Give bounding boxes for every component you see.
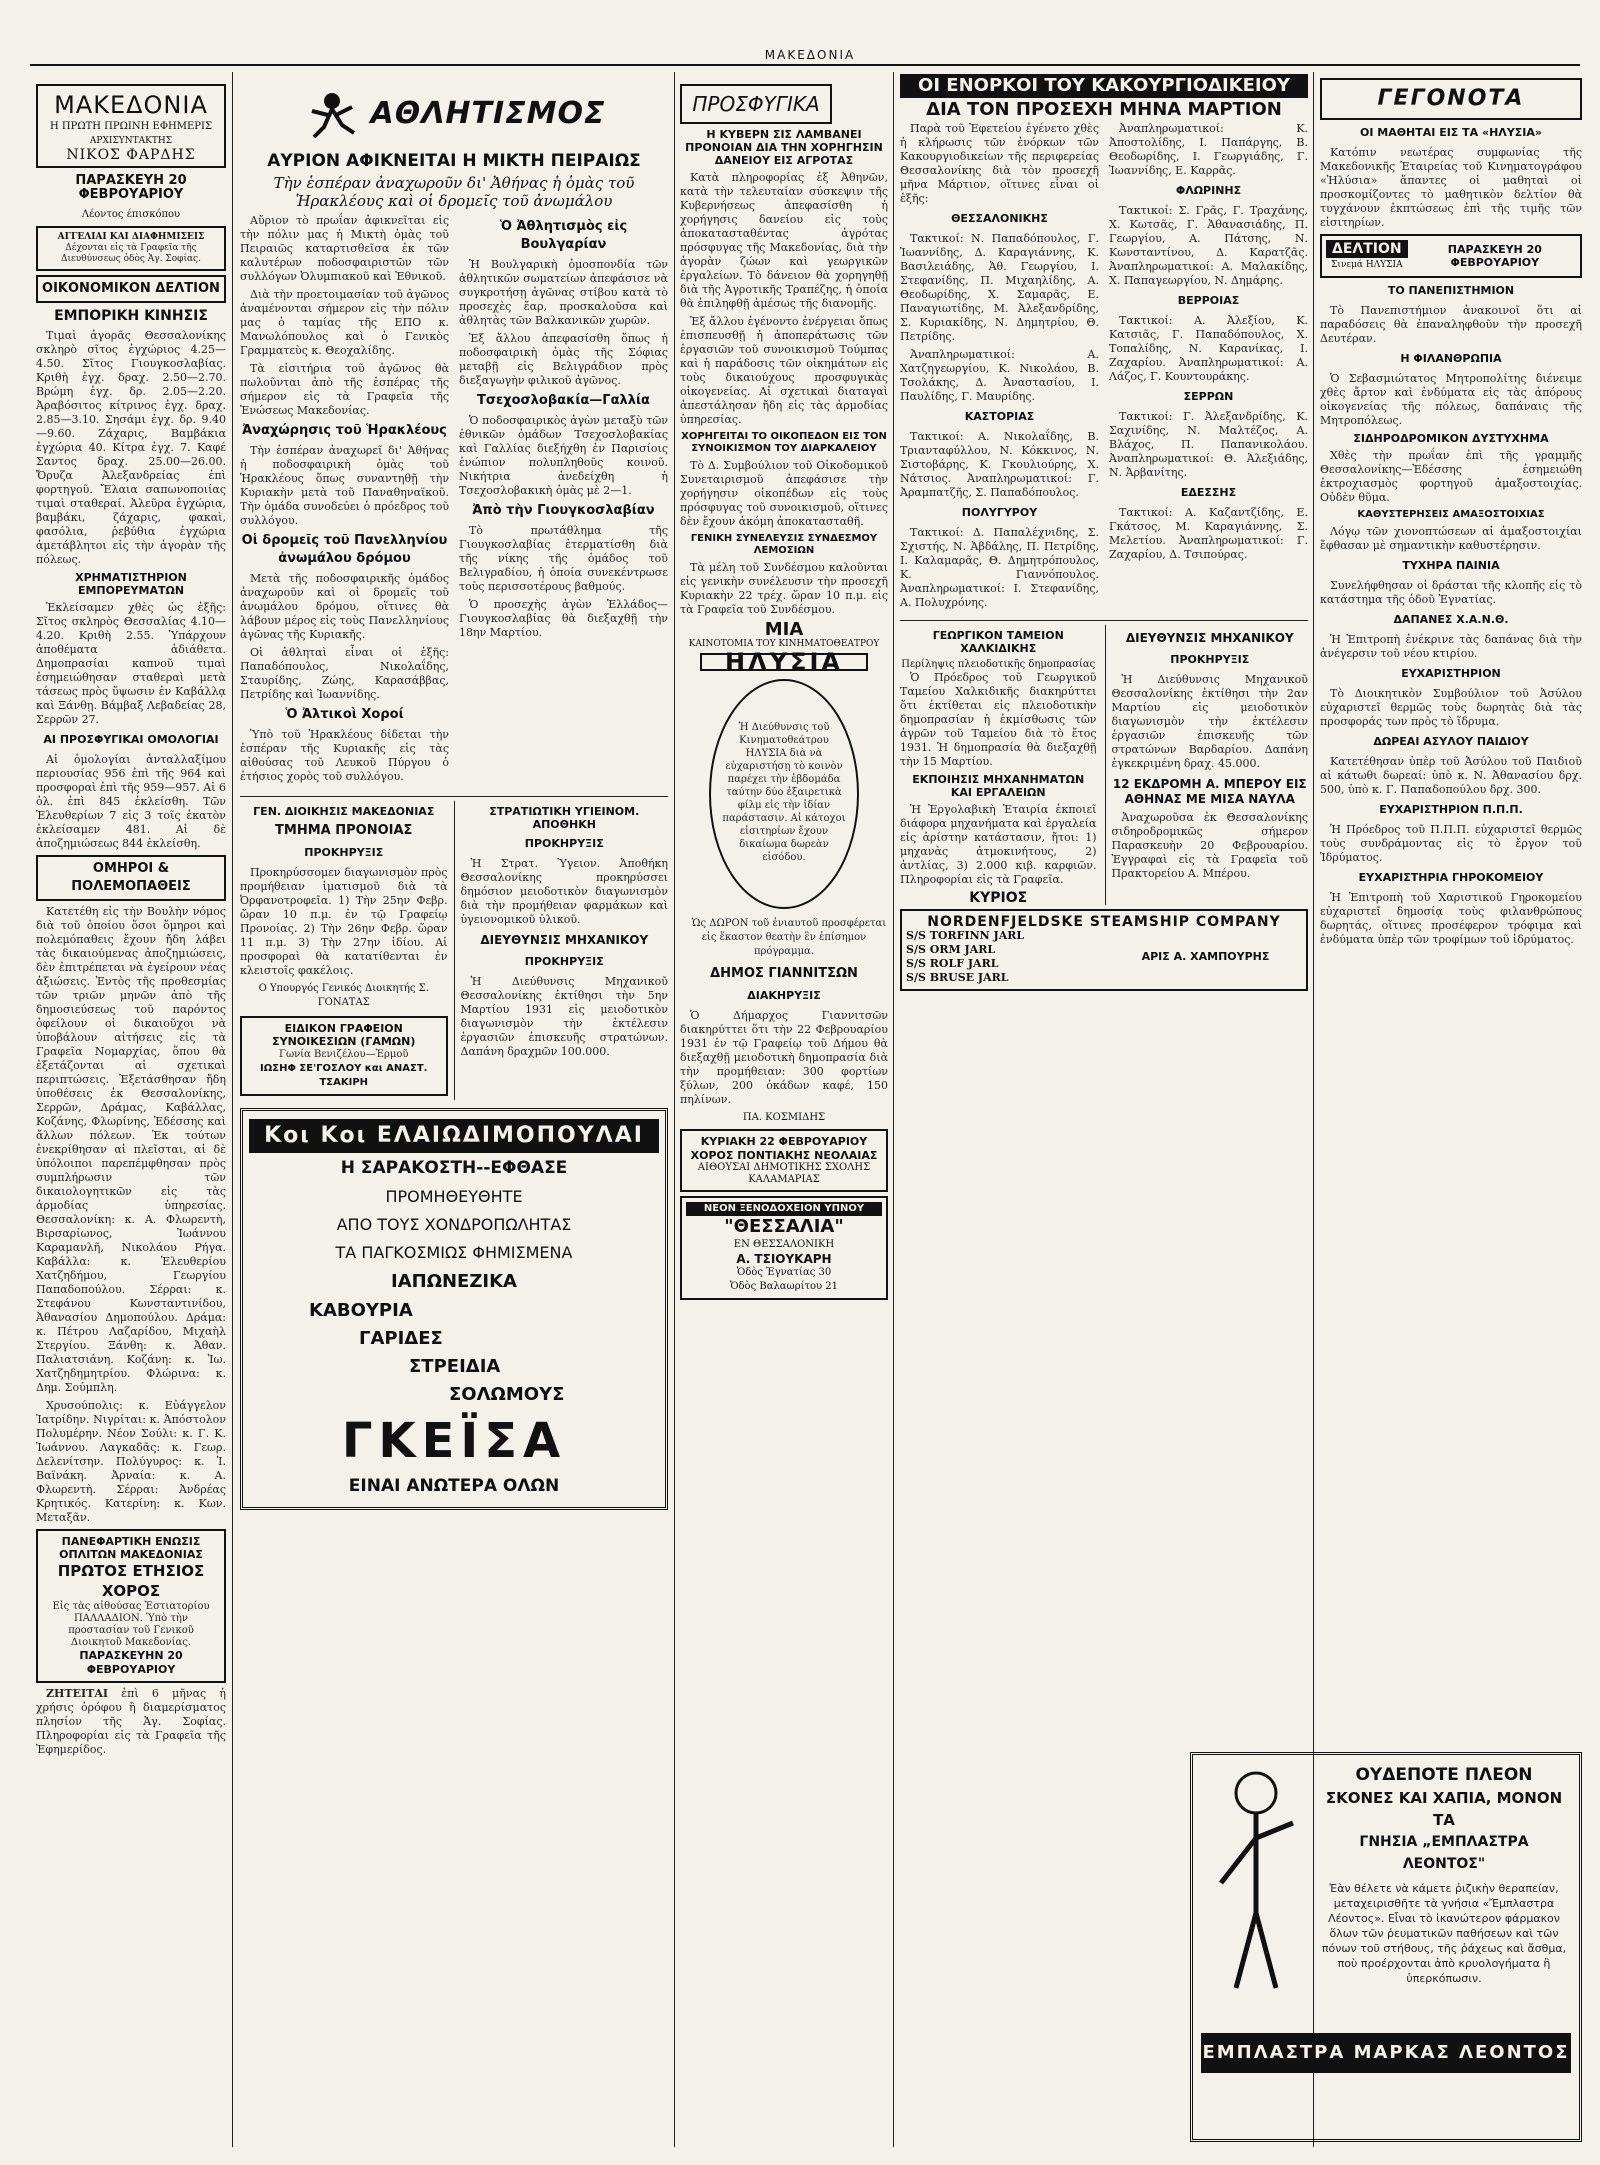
sports-banner-text: ΑΘΛΗΤΙΣΜΟΣ (370, 96, 606, 131)
stock-title: ΧΡΗΜΑΤΙΣΤΗΡΙΟΝ ΕΜΠΟΡΕΥΜΑΤΩΝ (75, 571, 187, 597)
mech1-prokirixis: ΠΡΟΚΗΡΥΞΙΣ (524, 955, 604, 968)
hostages-title: ΟΜΗΡΟΙ & ΠΟΛΕΜΟΠΑΘΕΙΣ (36, 855, 226, 901)
facts-banner: ΓΕΓΟΝΟΤΑ (1320, 78, 1582, 120)
fish-l9: ΣΟΛΩΜΟΥΣ (449, 1384, 565, 1405)
marriage-title: ΕΙΔΙΚΟΝ ΓΡΑΦΕΙΟΝ ΣΥΝΟΙΚΕΣΙΩΝ (ΓΑΜΩΝ) (272, 1022, 416, 1048)
city-7: ΕΔΕΣΣΗΣ (1180, 486, 1237, 499)
cinema-mia: ΜΙΑ (764, 619, 804, 640)
refugee-h2: ΧΟΡΗΓΕΙΤΑΙ ΤΟ ΟΙΚΟΠΕΔΟΝ ΕΙΣ ΤΟΝ ΣΥΝΟΙΚΙΣΜΟΝ ΤΟΥ ΔΙΑΡΚΑΛΕΙΟΥ (681, 431, 887, 454)
marriage-box (240, 1016, 448, 1096)
jurors-headline-1: ΟΙ ΕΝΟΡΚΟΙ ΤΟΥ ΚΑΚΟΥΡΓΙΟΔΙΚΕΙΟΥ (900, 74, 1308, 98)
sports-h3: Ὁ Ἀθλητισμὸς εἰς Βουλγαρίαν (499, 219, 628, 252)
sports-banner (240, 80, 668, 148)
hotel-addr2: Ὁδὸς Βαλαωρίτου 21 (729, 1281, 839, 1292)
fish-l3: ΑΠΟ ΤΟΥΣ ΧΟΝΔΡΟΠΩΛΗΤΑΣ (336, 1215, 572, 1234)
tagline: Η ΠΡΩΤΗ ΠΡΩΙΝΗ ΕΦΗΜΕΡΙΣ (49, 121, 213, 132)
gen-prokirixis: ΠΡΟΚΗΡΥΞΙΣ (304, 846, 384, 859)
hotel-box (680, 1196, 888, 1300)
facts-h5: ΚΑΘΥΣΤΕΡΗΣΕΙΣ ΑΜΑΞΟΣΤΟΙΧΙΑΣ (1357, 509, 1545, 520)
facts-h11: ΕΥΧΑΡΙΣΤΗΡΙΑ ΓΗΡΟΚΟΜΕΙΟΥ (1358, 871, 1544, 884)
issue-date: ΠΑΡΑΣΚΕΥΗ 20 ΦΕΒΡΟΥΑΡΙΟΥ (75, 173, 187, 202)
ads-box (36, 226, 226, 271)
fish-brand: Κοι Κοι ΕΛΑΙΩΔΙΜΟΠΟΥΛΑΙ (249, 1119, 659, 1153)
facts-h2: ΤΟ ΠΑΝΕΠΙΣΤΗΜΙΟΝ (1387, 284, 1515, 297)
fish-l6: ΚΑΒΟΥΡΙΑ (309, 1300, 413, 1321)
sports-h5: Ἀπὸ τὴν Γιουγκοσλαβίαν (472, 503, 655, 518)
plaster-top (1201, 1763, 1571, 1993)
facts-h7: ΔΑΠΑΝΕΣ Χ.Α.Ν.Θ. (1393, 613, 1509, 626)
union-event: ΠΡΩΤΟΣ ΕΤΗΣΙΟΣ ΧΟΡΟΣ (57, 1562, 205, 1600)
military-title: ΣΤΡΑΤΙΩΤΙΚΗ ΥΓΙΕΙΝΟΜ. ΑΠΟΘΗΚΗ (489, 805, 640, 831)
facts-h10: ΕΥΧΑΡΙΣΤΗΡΙΟΝ Π.Π.Π. (1379, 803, 1523, 816)
mech1-title: ΔΙΕΥΘΥΝΣΙΣ ΜΗΧΑΝΙΚΟΥ (480, 933, 649, 947)
wanted-label: ΖΗΤΕΙΤΑΙ (46, 1687, 109, 1700)
sports-subhead: Τὴν ἑσπέραν ἀναχωροῦν δι' Ἀθήνας ἡ ὁμὰς τοῦ Ἡρακλέους καὶ οἱ δρομεῖς τοῦ ἀνωμάλου (273, 174, 635, 210)
refugee-column: ΠΡΟΣΦΥΓΙΚΑ Η ΚΥΒΕΡΝ ΣΙΣ ΛΑΜΒΑΝΕΙ ΠΡΟΝΟΙΑΝ ΔΙΑ ΤΗΝ ΧΟΡΗΓΗΣΙΝ ΔΑΝΕΙΟΥ ΕΙΣ ΑΓΡΟΤΑΣ Κατὰ πληροφορίας ἐξ Ἀθηνῶν, κατὰ τὴν τελευταίαν σύσκεψιν τῆς Κυβερνήσεως ἀπεφασίσθη ἡ χορήγησις δανείου εἰς τοὺς ἀποκατασταθέντας ἀγρότας πρόσφυγας τῆς Μακεδονίας, διὰ τὴν ἀγορὰν ζώων καὶ γεωργικῶν ἐργαλείων. Τὸ δάνειον θὰ χορηγηθῇ διὰ τῆς Ἀγροτικῆς Τραπέζης, ἡ ὁποία θὰ ἐπιληφθῇ ἀμέσως τῆς διανομῆς. Ἐξ ἄλλου ἐγένοντο ἐνέργειαι ὅπως ἐπισπευσθῇ ἡ ἀποπεράτωσις τῶν ἐργασιῶν τοῦ συνοικισμοῦ Τούμπας καὶ ἡ παράδοσις τῶν οἰκημάτων εἰς τοὺς δικαιούχους προσφυγικὰς οἰκογενείας. Αἱ σχετικαὶ διαταγαὶ ἀπεστάλησαν ἤδη εἰς τὰς ἁρμοδίας ὑπηρεσίας. ΧΟΡΗΓΕΙΤΑΙ ΤΟ ΟΙΚΟΠΕΔΟΝ ΕΙΣ ΤΟΝ ΣΥΝΟΙΚΙΣΜΟΝ ΤΟΥ ΔΙΑΡΚΑΛΕΙΟΥ Τὸ Δ. Συμβούλιον τοῦ Οἰκοδομικοῦ Συνεταιρισμοῦ ἀπεφάσισε τὴν χορήγησιν οἰκοπέδων εἰς τοὺς πρόσφυγας τοῦ συνοικισμοῦ, οἵτινες δὲν ἔχουν ἀκόμη ἀποκατασταθῆ. ΓΕΝΙΚΗ ΣΥΝΕΛΕΥΣΙΣ ΣΥΝΔΕΣΜΟΥ ΛΕΜΟΣΙΩΝ Τὰ μέλη τοῦ Συνδέσμου καλοῦνται εἰς γενικὴν συνέλευσιν τὴν προσεχῆ Κυριακὴν 22 τρέχ. ὥραν 10 π.μ. εἰς τὰ Γραφεῖα τοῦ Συνδέσμου. ΜΙΑ ΚΑΙΝΟΤΟΜΙΑ ΤΟΥ ΚΙΝΗΜΑΤΟΘΕΑΤΡΟΥ ΗΛΥΣΙΑ Ἡ Διεύθυνσις τοῦ Κινηματοθεάτρου ΗΛΥΣΙΑ διὰ νὰ εὐχαριστήσῃ τὸ κοινὸν παρέχει τὴν ἑβδομάδα ταύτην δύο ἐξαιρετικὰ φίλμ εἰς τὴν ἰδίαν παράστασιν. Αἱ κάτοχοι εἰσιτηρίων ἔχουν δικαίωμα δωρεὰν εἰσόδου. Ὡς ΔΩΡΟΝ τοῦ ἐνιαυτοῦ προσφέρεται εἰς ἕκαστον θεατὴν ἓν ἐπίσημον πρόγραμμα. ΔΗΜΟΣ ΓΙΑΝΝΙΤΣΩΝ ΔΙΑΚΗΡΥΞΙΣ Ὁ Δήμαρχος Γιαννιτσῶν διακηρύττει ὅτι τὴν 22 Φεβρουαρίου 1931 ἐν τῷ Γραφείῳ τοῦ Δήμου θὰ διεξαχθῇ μειοδοτικὴ δημοπρασία διὰ τὴν προμήθειαν: 300 φορτίων ξύλων, 200 ὀκάδων καφέ, 150 πηλίνων. ΠΑ. ΚΟΣΜΙΔΗΣ ΚΥΡΙΑΚΗ 22 ΦΕΒΡΟΥΑΡΙΟΥ ΧΟΡΟΣ ΠΟΝΤΙΑΚΗΣ ΝΕΟΛΑΙΑΣ ΑΙΘΟΥΣΑΙ ΔΗΜΟΤΙΚΗΣ ΣΧΟΛΗΣ ΚΑΛΑΜΑΡΙΑΣ ΝΕΟΝ ΞΕΝΟΔΟΧΕΙΟΝ ΥΠΝΟΥ "ΘΕΣΣΑΛΙΑ" ΕΝ ΘΕΣΣΑΛΟΝΙΚΗ Α. ΤΣΙΟΥΚΑΡΗ Ὁδὸς Ἐγνατίας 30 Ὁδὸς Βαλαωρίτου 21 (680, 80, 888, 2147)
union-text: Εἰς τὰς αἰθούσας Ἑστιατορίου ΠΑΛΛΑΔΙΟΝ. Ὑπὸ τὴν προστασίαν τοῦ Γενικοῦ Διοικητοῦ Μακεδονίας. (52, 1601, 210, 1648)
diakirixis: ΔΙΑΚΗΡΥΞΙΣ (747, 989, 821, 1002)
paper-name: ΜΑΚΕΔΟΝΙΑ (54, 91, 208, 119)
running-title: ΜΑΚΕΔΟΝΙΑ (764, 48, 856, 62)
ekpoiisis-title: ΕΚΠΟΙΗΣΙΣ ΜΗΧΑΝΗΜΑΤΩΝ ΚΑΙ ΕΡΓΑΛΕΙΩΝ (912, 773, 1085, 799)
sports-h4: Τσεχοσλοβακία—Γαλλία (477, 393, 650, 408)
union-title: ΠΑΝΕΦΑΡΤΙΚΗ ΕΝΩΣΙΣ ΟΠΛΙΤΩΝ ΜΑΚΕΔΟΝΙΑΣ (59, 1535, 203, 1561)
dance-day: ΚΥΡΙΑΚΗ 22 ΦΕΒΡΟΥΑΡΙΟΥ (700, 1135, 868, 1148)
top-rule (30, 64, 1580, 66)
sports-h6: Ὁ Ἀλτικοὶ Χοροί (285, 707, 404, 722)
excursion-title: 12 ΕΚΔΡΟΜΗ Α. ΜΠΕΡΟΥ ΕΙΣ ΑΘΗΝΑΣ ΜΕ ΜΙΣΑ ΝΑΥΛΑ (1112, 777, 1307, 806)
ship-box (900, 909, 1308, 991)
facts-h8: ΕΥΧΑΡΙΣΤΗΡΙΟΝ (1401, 667, 1501, 680)
georgikon-notice: ΓΕΩΡΓΙΚΟΝ ΤΑΜΕΙΟΝ ΧΑΛΚΙΔΙΚΗΣ Περίληψις πλειοδοτικῆς δημοπρασίας Ὁ Πρόεδρος τοῦ Γεωργικοῦ Ταμείου Χαλκιδικῆς διακηρύττει ὅτι ἐκτίθεται εἰς πλειοδοτικὴν δημοπρασίαν ἡ ἐκμίσθωσις τῶν ἀγρῶν τοῦ Ταμείου διὰ τὸ ἔτος 1931. Ἡ δημοπρασία θὰ διεξαχθῇ τὴν 15 Μαρτίου. ΕΚΠΟΙΗΣΙΣ ΜΗΧΑΝΗΜΑΤΩΝ ΚΑΙ ΕΡΓΑΛΕΙΩΝ Ἡ Ἐργολαβικὴ Ἑταιρία ἐκποιεῖ διάφορα μηχανήματα καὶ ἐργαλεία εἰς ἀρίστην κατάστασιν, ἤτοι: 1) μηχανὰς ἀτμοκινήτους, 2) ἀντλίας, 3) 2.000 κιβ. καρφιῶν. Πληροφορίαι εἰς τὰ Γραφεῖα. ΚΥΡΙΟΣ (900, 629, 1097, 906)
cinema-notice: ΜΙΑ ΚΑΙΝΟΤΟΜΙΑ ΤΟΥ ΚΙΝΗΜΑΤΟΘΕΑΤΡΟΥ ΗΛΥΣΙΑ Ἡ Διεύθυνσις τοῦ Κινηματοθεάτρου ΗΛΥΣΙΑ διὰ νὰ εὐχαριστήσῃ τὸ κοινὸν παρέχει τὴν ἑβδομάδα ταύτην δύο ἐξαιρετικὰ φίλμ εἰς τὴν ἰδίαν παράστασιν. Αἱ κάτοχοι εἰσιτηρίων ἔχουν δικαίωμα δωρεὰν εἰσόδου. Ὡς ΔΩΡΟΝ τοῦ ἐνιαυτοῦ προσφέρεται εἰς ἕκαστον θεατὴν ἓν ἐπίσημον πρόγραμμα. (680, 623, 888, 959)
military-prokirixis: ΠΡΟΚΗΡΥΞΙΣ (524, 837, 604, 850)
trade-title: ΕΜΠΟΡΙΚΗ ΚΙΝΗΣΙΣ (54, 308, 208, 324)
hotel-owner: Α. ΤΣΙΟΥΚΑΡΗ (736, 1252, 832, 1266)
hostages-text: Κατετέθη εἰς τὴν Βουλὴν νόμος διὰ τοῦ ὁποίου ὅσοι ὅμηροι καὶ πολεμόπαθεις ἔχουν ἤδη λάβει τὰς δικαιούμενας ἀποζημιώσεις, δὲν ἐπιτρέπεται νὰ ἐγείρουν νέας ἀξιώσεις. Ἐντὸς τῆς προθεσμίας τῶν τριῶν μηνῶν ἀπὸ τῆς δημοσιεύσεως τοῦ παρόντος ὀφείλουν οἱ δικαιοῦχοι νὰ ὑποβάλουν αἰτήσεις εἰς τὰ Γραφεῖα Νομαρχίας, ὅπου θὰ ἐξετάζονται αἱ σχετικαὶ περιπτώσεις. Ἐξετάσθησαν ἤδη ὑποθέσεις ἐκ Θεσσαλονίκης, Σερρῶν, Δράμας, Καβάλλας, Κοζάνης, Φλωρίνης, Ἐδέσσης καὶ ἄλλων πόλεων. Ἐκ τούτων ἐνεκρίθησαν αἱ πλεῖσται, αἱ δὲ ὑπόλοιποι παρεπέμφθησαν πρὸς συμπλήρωσιν τῶν δικαιολογητικῶν εἰς τὰς ἁρμοδίας ὑπηρεσίας. Θεσσαλονίκη: κ. Α. Φλωρεντὴ, Βιρσαρίωνος, Ἰωάννου Καραμανλῆ, Νικολάου Ρήγα. Καβάλλα: κ. Ἐλευθερίου Χατζηδήμου, Γεωργίου Παπαδοπούλου. Σέρραι: κ. Στεφάνου Κωνσταντινίδου, Ἀθανασίου Δημοπούλου. Δράμα: κ. Πέτρου Λαζαρίδου, Μιχαὴλ Στεργίου. Ξάνθη: κ. Ἀθαν. Παλιατσιάνη. Κοζάνη: κ. Ἰω. Χατζηδημητρίου. Φλώρινα: κ. Δημ. Σούμπλη. (36, 905, 226, 1394)
hotel-addr1: Ὁδὸς Ἐγνατίας 30 (736, 1267, 832, 1278)
deltion-box (1320, 234, 1582, 278)
notices-row (240, 796, 668, 1100)
fish-l8: ΣΤΡΕΙΔΙΑ (409, 1356, 501, 1377)
cinema-name: ΗΛΥΣΙΑ (700, 653, 868, 671)
column-rule (232, 72, 233, 2147)
deltion-day: ΠΑΡΑΣΚΕΥΗ 20 ΦΕΒΡΟΥΑΡΙΟΥ (1447, 243, 1542, 269)
deltion-sub: Σινεμά ΗΛΥΣΙΑ (1331, 260, 1403, 270)
sports-headline: ΑΥΡΙΟΝ ΑΦΙΚΝΕΙΤΑΙ Η ΜΙΚΤΗ ΠΕΙΡΑΙΩΣ (267, 151, 641, 171)
refugee-h3: ΓΕΝΙΚΗ ΣΥΝΕΛΕΥΣΙΣ ΣΥΝΔΕΣΜΟΥ ΛΕΜΟΣΙΩΝ (690, 533, 878, 556)
ship-agent: ΑΡΙΣ Α. ΧΑΜΠΟΥΡΗΣ (1141, 950, 1270, 963)
sports-h2: Οἱ δρομεῖς τοῦ Πανελληνίου ἀνωμάλου δρόμου (241, 533, 448, 566)
refugee-headline: Η ΚΥΒΕΡΝ ΣΙΣ ΛΑΜΒΑΝΕΙ ΠΡΟΝΟΙΑΝ ΔΙΑ ΤΗΝ ΧΟΡΗΓΗΣΙΝ ΔΑΝΕΙΟΥ ΕΙΣ ΑΓΡΟΤΑΣ (685, 128, 883, 167)
marriage-names: ΙΩΣΗΦ ΣΕ'ΓΟΣΛΟΥ και ΑΝΑΣΤ. ΤΣΑΚΙΡΗ (260, 1063, 428, 1088)
city-6: ΣΕΡΡΩΝ (1183, 390, 1234, 403)
editor-name: ΝΙΚΟΣ ΦΑΡΔΗΣ (66, 147, 196, 163)
ship-company: NORDENFJELDSKE STEAMSHIP COMPANY (927, 914, 1281, 930)
left-column (36, 80, 226, 2147)
plaster-l3: ΓΝΗΣΙΑ „ΕΜΠΛΑΣΤΡΑ ΛΕΟΝΤΟΣ" (1359, 1834, 1529, 1872)
marriage-addr: Γωνία Βενιζέλου—Ἑρμοῦ (279, 1049, 409, 1060)
jurors-col-b: Ἀναπληρωματικοί: Κ. Ἀποστολίδης, Ι. Παπάργης, Β. Θεοδωρίδης, Ι. Γεωργιάδης, Γ. Ἰωαννίδης, Ε. Καρρᾶς. ΦΛΩΡΙΝΗΣ Τακτικοί: Σ. Γρᾶς, Γ. Τραχάνης, Χ. Κωτσᾶς, Γ. Ἀθανασιάδης, Π. Γεωργίου, Α. Πάτσης, Ν. Κωνσταντίνου, Δ. Καρατζᾶς. Ἀναπληρωματικοί: Α. Μαλακίδης, Χ. Παπαγεωργίου, Ν. Δημάρης. ΒΕΡΡΟΙΑΣ Τακτικοί: Α. Ἀλεξίου, Κ. Κατσιᾶς, Γ. Παπαδόπουλος, Χ. Τοπαλίδης, Ν. Καρανίκας, Ι. Ζαχαρίου. Ἀναπληρωματικοί: Α. Λάζος, Γ. Κουντουράκης. ΣΕΡΡΩΝ Τακτικοί: Γ. Ἀλεξανδρίδης, Κ. Σαχινίδης, Ν. Μαλτέζος, Α. Βλάχος, Π. Παπανικολάου. Ἀναπληρωματικοί: Θ. Ἀλεξιάδης, Ν. Ἀρβανίτης. ΕΔΕΣΣΗΣ Τακτικοί: Α. Καζαντζίδης, Ε. Γκάτσος, Μ. Καραγιάννης, Σ. Μελετίου. Ἀναπληρωματικοί: Γ. Ζαχαρίου, Δ. Τσιπούρας. (1109, 122, 1308, 561)
bonds-title: ΑΙ ΠΡΟΣΦΥΓΙΚΑΙ ΟΜΟΛΟΓΙΑΙ (43, 733, 219, 746)
deltion-head (1326, 240, 1408, 272)
kyrios-label: ΚΥΡΙΟΣ (969, 890, 1028, 906)
wanted-text: ΖΗΤΕΙΤΑΙ ἐπὶ 6 μῆνας ἡ χρήσις ὁρόφου ἢ διαμερίσματος πλησίον τῆς Ἁγ. Σοφίας. Πληροφορίαι εἰς τὰ Γραφεῖα τῆς Ἐφημερίδος. (36, 1687, 226, 1756)
jurors-col-a: Παρὰ τοῦ Ἐφετείου ἐγένετο χθὲς ἡ κλήρωσις τῶν ἐνόρκων τῶν Κακουργιοδικείων τῆς περιφερείας Θεσσαλονίκης διὰ τὸν προσεχῆ μῆνα Μάρτιον, οἵτινες εἶναι οἱ ἑξῆς: ΘΕΣΣΑΛΟΝΙΚΗΣ Τακτικοί: Ν. Παπαδόπουλος, Γ. Ἰωαννίδης, Δ. Καραγιάννης, Κ. Βασιλειάδης, Ἀθ. Γεωργίου, Ι. Στεφανίδης, Π. Μιχαηλίδης, Α. Θεοδωρίδης, Χ. Σαμαρᾶς, Ε. Παναγιωτίδης, Μ. Ἀλεξανδρίδης, Σ. Κυριακίδης, Ν. Δημητρίου, Θ. Πετρίδης. Ἀναπληρωματικοί: Α. Χατζηγεωργίου, Κ. Νικολάου, Β. Τσολάκης, Δ. Ἀναστασίου, Ι. Παυλίδης, Γ. Μαυρίδης. ΚΑΣΤΟΡΙΑΣ Τακτικοί: Α. Νικολαΐδης, Β. Τριανταφύλλου, Ν. Κόκκινος, Ν. Σιστοβάρης, Κ. Γκουλιούρης, Χ. Νάτσιος. Ἀναπληρωματικοί: Γ. Ἀραμπατζῆς, Σ. Παπαδόπουλος. ΠΟΛΥΓΥΡΟΥ Τακτικοί: Δ. Παπαλέχνιδης, Σ. Σχιστής, Ν. Ἀβδάλης, Π. Πετρίδης, Ι. Καλαμαρᾶς, Θ. Δημητρόπουλος, Κ. Γιαννόπουλος. Ἀναπληρωματικοί: Ι. Στεφανίδης, Α. Πολυχρόνης. (900, 122, 1099, 609)
fish-l1: Η ΣΑΡΑΚΟΣΤΗ--ΕΦΘΑΣΕ (340, 1158, 568, 1178)
plaster-l2: ΣΚΟΝΕΣ ΚΑΙ ΧΑΠΙΑ, ΜΟΝΟΝ ΤΑ (1325, 1789, 1563, 1829)
ship-2: S/S ORM JARL (906, 943, 996, 956)
facts-column: ΓΕΓΟΝΟΤΑ ΟΙ ΜΑΘΗΤΑΙ ΕΙΣ ΤΑ «ΗΛΥΣΙΑ» Κατόπιν νεωτέρας συμφωνίας τῆς Μακεδονικῆς Ἑταιρείας τοῦ Κινηματογράφου «Ἠλύσια» ἅπαντες οἱ μαθηταὶ οἱ προσκομίζοντες τὸ μαθητικὸν δελτίον θὰ τυγχάνουν ἐκπτώσεως ἐπὶ τῆς τιμῆς τῶν εἰσιτηρίων. ΔΕΛΤΙΟΝ Σινεμά ΗΛΥΣΙΑ ΠΑΡΑΣΚΕΥΗ 20 ΦΕΒΡΟΥΑΡΙΟΥ ΤΟ ΠΑΝΕΠΙΣΤΗΜΙΟΝ Τὸ Πανεπιστήμιον ἀνακοινοῖ ὅτι αἱ παραδόσεις θὰ ἐπαναληφθοῦν τὴν προσεχῆ Δευτέραν. Η ΦΙΛΑΝΘΡΩΠΙΑ Ὁ Σεβασμιώτατος Μητροπολίτης διένειμε χθὲς ἄρτον καὶ ἐνδύματα εἰς τὰς ἀπόρους οἰκογενείας τῆς πόλεως, δαπάναις τῆς Μητροπόλεως. ΣΙΔΗΡΟΔΡΟΜΙΚΟΝ ΔΥΣΤΥΧΗΜΑ Χθὲς τὴν πρωΐαν ἐπὶ τῆς γραμμῆς Θεσσαλονίκης—Ἐδέσσης ἐσημειώθη ἐκτροχιασμὸς φορτηγοῦ ἁμαξοστοιχίας. Οὐδὲν θῦμα. ΚΑΘΥΣΤΕΡΗΣΕΙΣ ΑΜΑΞΟΣΤΟΙΧΙΑΣ Λόγῳ τῶν χιονοπτώσεων αἱ ἁμαξοστοιχίαι ἔφθασαν μὲ σημαντικὴν καθυστέρησιν. ΤΥΧΗΡΑ ΠΑΙΝΙΑ Συνελήφθησαν οἱ δράσται τῆς κλοπῆς εἰς τὸ κατάστημα τῆς ὁδοῦ Ἐγνατίας. ΔΑΠΑΝΕΣ Χ.Α.Ν.Θ. Ἡ Ἐπιτροπὴ ἐνέκρινε τὰς δαπάνας διὰ τὴν ἀνέγερσιν τοῦ νέου κτιρίου. ΕΥΧΑΡΙΣΤΗΡΙΟΝ Τὸ Διοικητικὸν Συμβούλιον τοῦ Ἀσύλου εὐχαριστεῖ θερμῶς τοὺς δωρητὰς διὰ τὰς προσφοράς των πρὸς τὸ ἵδρυμα. ΔΩΡΕΑΙ ΑΣΥΛΟΥ ΠΑΙΔΙΟΥ Κατετέθησαν ὑπὲρ τοῦ Ἀσύλου τοῦ Παιδιοῦ αἱ κάτωθι δωρεαί: ὑπὸ κ. Ν. Ἀθανασίου δρχ. 500, ὑπὸ κ. Γ. Παπαδοπούλου δρχ. 300. ΕΥΧΑΡΙΣΤΗΡΙΟΝ Π.Π.Π. Ἡ Πρόεδρος τοῦ Π.Π.Π. εὐχαριστεῖ θερμῶς τοὺς συνδράμοντας εἰς τὸ ἔργον τοῦ Ἱδρύματος. ΕΥΧΑΡΙΣΤΗΡΙΑ ΓΗΡΟΚΟΜΕΙΟΥ Ἡ Ἐπιτροπὴ τοῦ Χαριστικοῦ Γηροκομείου εὐχαριστεῖ δημοσίᾳ τοὺς φιλανθρώπους δωρητάς, οἵτινες προσέφερον τρόφιμα καὶ ἐνδύματα ὑπὲρ τῶν τροφίμων τοῦ ἱδρύματος. (1320, 74, 1582, 2147)
hotel-name: "ΘΕΣΣΑΛΙΑ" (724, 1216, 844, 1237)
jurors-body (900, 122, 1308, 614)
sports-h1: Ἀναχώρησις τοῦ Ἡρακλέους (242, 423, 447, 438)
city-4: ΦΛΩΡΙΝΗΣ (1175, 184, 1242, 197)
gen-signed: Ο Υπουργός Γενικός Διοικητής Σ. ΓΟΝΑΤΑΣ (258, 983, 429, 1008)
fish-l2: ΠΡΟΜΗΘΕΥΘΗΤΕ (385, 1187, 523, 1206)
fish-l7: ΓΑΡΙΔΕΣ (359, 1328, 443, 1349)
facts-h6: ΤΥΧΗΡΑ ΠΑΙΝΙΑ (1402, 559, 1500, 572)
stock-text: Ἐκλείσαμεν χθὲς ὡς ἑξῆς: Σῖτος σκληρὸς Θεσσαλίας 4.10—4.20. Κριθὴ 2.55. Ὑπάρχουν ἀποθέματα ἀδιάθετα. Δημοπρασίαι καπνοῦ τιμαὶ ἐσημειώθησαν σταθεραὶ μετὰ τάσεως πρὸς ὕψωσιν ἐν Καβάλλᾳ καὶ Ξάνθῃ. Βάμβαξ Λεβαδείας 28, Σερρῶν 27. (36, 601, 226, 726)
column-rule (674, 72, 675, 2147)
column-rule (893, 72, 894, 2147)
ship-list (906, 929, 1099, 985)
masthead-box (36, 84, 226, 168)
facts-h3: Η ΦΙΛΑΝΘΡΩΠΙΑ (1400, 352, 1502, 365)
union-box (36, 1529, 226, 1683)
fish-l10: ΓΚΕΪΣΑ (341, 1413, 567, 1469)
sports-col-a: Αὔριον τὸ πρωΐαν ἀφικνεῖται εἰς τὴν πόλιν μας ἡ Μικτὴ ὁμὰς τοῦ Πειραιῶς καταρτισθεῖσα ἐκ τῶν καλυτέρων ποδοσφαιριστῶν τῶν συλλόγων Ὀλυμπιακοῦ καὶ Ἐθνικοῦ. Διὰ τὴν προετοιμασίαν τοῦ ἀγῶνος ἀναμένονται σήμερον εἰς τὴν πόλιν μας ὁ ταμίας τῆς ΕΠΟ κ. Μανωλόπουλος καὶ ὁ Γενικὸς Γραμματεὺς κ. Θεοχαλίδης. Τὰ εἰσιτήρια τοῦ ἀγῶνος θὰ πωλοῦνται ἀπὸ τῆς ἑσπέρας τῆς σήμερον εἰς τὰ Γραφεῖα τῆς Ἐνώσεως Μακεδονίας. Ἀναχώρησις τοῦ Ἡρακλέους Τὴν ἑσπέραν ἀναχωρεῖ δι' Ἀθήνας ἡ ποδοσφαιρικὴ ὁμὰς τοῦ Ἡρακλέους ὅπως συναντηθῇ τὴν Κυριακὴν μετὰ τοῦ Παναθηναϊκοῦ. Τὴν ὁμάδα συνοδεύει ὁ πρόεδρος τοῦ συλλόγου. Οἱ δρομεῖς τοῦ Πανελληνίου ἀνωμάλου δρόμου Μετὰ τῆς ποδοσφαιρικῆς ὁμάδος ἀναχωροῦν καὶ οἱ δρομεῖς τοῦ ἀνωμάλου δρόμου, οἵτινες θὰ λάβουν μέρος εἰς τοὺς Πανελληνίους ἀγῶνας τῆς Κυριακῆς. Οἱ ἀθληταὶ εἶναι οἱ ἑξῆς: Παπαδόπουλος, Νικολαΐδης, Σταυρίδης, Ζώης, Καρασάββας, Πετρίδης καὶ Ἰωαννίδης. Ὁ Ἀλτικοὶ Χοροί Ὑπὸ τοῦ Ἡρακλέους δίδεται τὴν ἑσπέραν τῆς Κυριακῆς εἰς τὰς αἰθούσας τοῦ Λευκοῦ Πύργου ὁ ἐτήσιος χορὸς τοῦ συλλόγου. (240, 214, 449, 783)
bonds-text: Αἱ ὁμολογίαι ἀνταλλαξίμου περιουσίας 956 ἐπὶ τῆς 964 καὶ προσφοραὶ ἐπὶ τῆς 959—957. Αἱ 6 ὁλ. ἐπὶ 845 ἐκλείσθη. Τῶν Ἐλευθερίων 7 εἰς 3 τοῖς ἑκατὸν ἐκλείσαμεν 481. Αἱ δὲ ἀποζημιώσεως 844 ἐκλείσθη. (36, 753, 226, 850)
jurors-notices (900, 620, 1308, 905)
mech2-title: ΔΙΕΥΘΥΝΣΙΣ ΜΗΧΑΝΙΚΟΥ (1125, 631, 1294, 645)
hotel-loc: ΕΝ ΘΕΣΣΑΛΟΝΙΚΗ (733, 1239, 835, 1250)
sports-columns (240, 214, 668, 788)
plaster-footer: ΕΜΠΛΑΣΤΡΑ ΜΑΡΚΑΣ ΛΕΟΝΤΟΣ (1201, 2033, 1571, 2073)
georgikon-title: ΓΕΩΡΓΙΚΟΝ ΤΑΜΕΙΟΝ ΧΑΛΚΙΔΙΚΗΣ (932, 629, 1064, 655)
city-2: ΚΑΣΤΟΡΙΑΣ (964, 410, 1035, 423)
union-date: ΠΑΡΑΣΚΕΥΗΝ 20 ΦΕΒΡΟΥΑΡΙΟΥ (79, 1649, 183, 1676)
trade-text: Τιμαὶ ἀγορᾶς Θεσσαλονίκης σκληρὸ σῖτος ἐγχώριος 4.25—4.50. Σῖτος Γιουγκοσλαβίας. Κριθὴ ἐγχ. δραχ. 2.50—2.70. Βρώμη ἐγχ. δρ. 2.05—2.20. Ἀραβόσιτος κίτρινος ἐγχ. δραχ. 2.85—3.10. Σησάμι ἐγχ. δρ. 9.40—9.60. Ζάχαρις, Βαμβάκια ἐγχώρια 40. Κίτρα ἐγχ. 7. Καφέ Σαντος δραχ. 25.00—26.00. Ὄρυζα Ἀλεξανδρείας ἐπὶ φορτηγοῦ. Ἔλαια σαπωνοποιίας τιμαὶ σταθεραί. Ἀλεῦρα ἐγχώρια, βαμβάκι, ζάχαρις, φακαὶ, φασόλια, ῥεβύθια ἐγχώρια ἀμετάβλητοι εἰς τὴν ἀγορὰν τῆς πόλεως. (36, 329, 226, 566)
sports-column (240, 80, 668, 2147)
cinema-line: ΚΑΙΝΟΤΟΜΙΑ ΤΟΥ ΚΙΝΗΜΑΤΟΘΕΑΤΡΟΥ (688, 639, 880, 649)
dimos-title: ΔΗΜΟΣ ΓΙΑΝΝΙΤΣΩΝ (710, 966, 858, 981)
dimos-signed: ΠΑ. ΚΟΣΜΙΔΗΣ (742, 1112, 826, 1123)
fish-l5: ΙΑΠΩΝΕΖΙΚΑ (391, 1271, 517, 1292)
hostages-text-2: Χρυσούπολις: κ. Εὐάγγελον Ἰατρίδην. Νιγρίται: κ. Ἀπόστολον Πολυμέρην. Νέον Σούλι: κ. Γ. Κ. Ἰωάννου. Λαγκαδᾶς: κ. Γεωρ. Δελενίτσην. Πολύγυρος: κ. Ἰ. Βαϊνάκη. Ἀρναία: κ. Α. Φλωρεντὴ. Σέρραι: Ἀνδρέας Κρητικός. Κατερίνη: κ. Κων. Μεταξᾶν. (36, 1399, 226, 1524)
fish-l11: ΕΙΝΑΙ ΑΝΩΤΕΡΑ ΟΛΩΝ (348, 1476, 560, 1496)
cinema-oval: Ἡ Διεύθυνσις τοῦ Κινηματοθεάτρου ΗΛΥΣΙΑ διὰ νὰ εὐχαριστήσῃ τὸ κοινὸν παρέχει τὴν ἑβδομάδα ταύτην δύο ἐξαιρετικὰ φίλμ εἰς τὴν ἰδίαν παράστασιν. Αἱ κάτοχοι εἰσιτηρίων ἔχουν δικαίωμα δωρεὰν εἰσόδου. (709, 679, 859, 909)
hotel-new: ΝΕΟΝ ΞΕΝΟΔΟΧΕΙΟΝ ΥΠΝΟΥ (686, 1202, 882, 1216)
city-3: ΠΟΛΥΓΥΡΟΥ (961, 506, 1038, 519)
city-1: ΘΕΣΣΑΛΟΝΙΚΗΣ (951, 212, 1048, 225)
athlete-icon (302, 89, 362, 139)
ship-3: S/S ROLF JARL (906, 957, 999, 970)
sports-col-b: Ὁ Ἀθλητισμὸς εἰς Βουλγαρίαν Ἡ Βουλγαρικὴ ὁμοσπονδία τῶν ἀθλητικῶν σωματείων ἀπεφάσισε νὰ συγκροτήσῃ ἀγῶνας στίβου κατὰ τὸ προσεχὲς ἔαρ, προσκαλοῦσα καὶ ἀθλητὰς τῶν Βαλκανικῶν χωρῶν. Ἐξ ἄλλου ἀπεφασίσθη ὅπως ἡ ποδοσφαιρικὴ ὁμὰς τῆς Σόφιας μεταβῇ εἰς Βελιγράδιον πρὸς διεξαγωγὴν φιλικοῦ ἀγῶνος. Τσεχοσλοβακία—Γαλλία Ὁ ποδοσφαιρικὸς ἀγὼν μεταξὺ τῶν ἐθνικῶν ὁμάδων Τσεχοσλοβακίας καὶ Γαλλίας διεξήχθη ἐν Παρισίοις ἐνώπιον πολυπληθοῦς κοινοῦ. Νικήτρια ἀνεδείχθη ἡ Τσεχοσλοβακικὴ ὁμὰς μὲ 2—1. Ἀπὸ τὴν Γιουγκοσλαβίαν Τὸ πρωτάθλημα τῆς Γιουγκοσλαβίας ἐτερματίσθη διὰ τῆς νίκης τῆς ὁμάδος τοῦ Βελιγραδίου, ἡ ὁποία συνεκέντρωσε τοὺς περισσοτέρους βαθμούς. Ὁ προσεχὴς ἀγὼν Ἑλλάδος—Γιουγκοσλαβίας θὰ διεξαχθῇ τὴν 18ην Μαρτίου. (459, 219, 668, 639)
fish-ad (240, 1108, 668, 1510)
military-notice: ΣΤΡΑΤΙΩΤΙΚΗ ΥΓΙΕΙΝΟΜ. ΑΠΟΘΗΚΗ ΠΡΟΚΗΡΥΞΙΣ Ἡ Στρατ. Ὑγειον. Ἀποθήκη Θεσσαλονίκης προκηρύσσει δημόσιον μειοδοτικὸν διαγωνισμὸν διὰ τὴν προμήθειαν φαρμάκων καὶ ὑγειονομικοῦ ὑλικοῦ. ΔΙΕΥΘΥΝΣΙΣ ΜΗΧΑΝΙΚΟΥ ΠΡΟΚΗΡΥΞΙΣ Ἡ Διεύθυνσις Μηχανικοῦ Θεσσαλονίκης ἐκτίθησι τὴν 5ην Μαρτίου 1931 εἰς μειοδοτικὸν διαγωνισμὸν τὴν ἐκτέλεσιν ἐργασιῶν ἐπισκευῆς στρατώνων. Δαπάνη δραχμῶν 100.000. (454, 801, 669, 1100)
ship-1: S/S TORFINN JARL (906, 929, 1025, 942)
mech2-prokirixis: ΠΡΟΚΗΡΥΞΙΣ (1170, 653, 1250, 666)
deltion-title: ΔΕΛΤΙΟΝ (1326, 240, 1408, 258)
saint-day: Λέοντος έπισκόπου (81, 209, 181, 220)
ads-text: Δέχονται εἰς τὰ Γραφεῖα τῆς Διευθύνσεως ὁδὸς Ἁγ. Σοφίας. (61, 243, 201, 264)
pontic-dance-box (680, 1129, 888, 1192)
gen-dept-title: ΤΜΗΜΑ ΠΡΟΝΟΙΑΣ (275, 823, 413, 838)
man-figure-icon (1201, 1763, 1311, 1993)
georgikon-sub: Περίληψις πλειοδοτικῆς δημοπρασίας (901, 659, 1096, 670)
city-5: ΒΕΡΡΟΙΑΣ (1177, 294, 1240, 307)
gen-dir-title: ΓΕΝ. ΔΙΟΙΚΗΣΙΣ ΜΑΚΕΔΟΝΙΑΣ (253, 805, 435, 818)
mech2-notice: ΔΙΕΥΘΥΝΣΙΣ ΜΗΧΑΝΙΚΟΥ ΠΡΟΚΗΡΥΞΙΣ Ἡ Διεύθυνσις Μηχανικοῦ Θεσσαλονίκης ἐκτίθησι τὴν 2αν Μαρτίου εἰς μειοδοτικὸν διαγωνισμὸν τὴν ἐκτέλεσιν ἐργασιῶν ἐπισκευῆς τῶν στρατώνων Βαρδαρίου. Δαπάνη ἐγκεκριμένη δραχ. 45.000. 12 ΕΚΔΡΟΜΗ Α. ΜΠΕΡΟΥ ΕΙΣ ΑΘΗΝΑΣ ΜΕ ΜΙΣΑ ΝΑΥΛΑ Ἀναχωροῦσα ἐκ Θεσσαλονίκης σιδηροδρομικῶς σήμερον Παρασκευὴν 20 Φεβρουαρίου. Ἐγγραφαὶ εἰς τὰ Γραφεῖα τοῦ Πρακτορείου Α. Μπέρου. (1105, 625, 1309, 905)
refugee-banner: ΠΡΟΣΦΥΓΙΚΑ (680, 84, 832, 124)
ship-4: S/S BRUSE JARL (906, 971, 1009, 984)
facts-h1: ΟΙ ΜΑΘΗΤΑΙ ΕΙΣ ΤΑ «ΗΛΥΣΙΑ» (1359, 126, 1543, 139)
facts-h4: ΣΙΔΗΡΟΔΡΟΜΙΚΟΝ ΔΥΣΤΥΧΗΜΑ (1353, 432, 1549, 445)
fish-l4: ΤΑ ΠΑΓΚΟΣΜΙΩΣ ΦΗΜΙΣΜΕΝΑ (335, 1243, 573, 1262)
gen-dir-notice: ΓΕΝ. ΔΙΟΙΚΗΣΙΣ ΜΑΚΕΔΟΝΙΑΣ ΤΜΗΜΑ ΠΡΟΝΟΙΑΣ ΠΡΟΚΗΡΥΞΙΣ Προκηρύσσομεν διαγωνισμὸν πρὸς προμήθειαν ἱματισμοῦ διὰ τὰ Ὀρφανοτροφεῖα. 1) Τὴν 25ην Φεβρ. ὥραν 10 π.μ. ἐν τῷ Γραφείῳ Προνοίας. 2) Τὴν 26ην Φεβρ. ὥραν 11 π.μ. 3) Τὴν 27ην ἰδίου. Αἱ προσφοραὶ θὰ κατατίθενται ἐν κλειστοῖς φακέλοις. Ο Υπουργός Γενικός Διοικητής Σ. ΓΟΝΑΤΑΣ ΕΙΔΙΚΟΝ ΓΡΑΦΕΙΟΝ ΣΥΝΟΙΚΕΣΙΩΝ (ΓΑΜΩΝ) Γωνία Βενιζέλου—Ἑρμοῦ ΙΩΣΗΦ ΣΕ'ΓΟΣΛΟΥ και ΑΝΑΣΤ. ΤΣΑΚΙΡΗ (240, 801, 448, 1100)
dance-title: ΧΟΡΟΣ ΠΟΝΤΙΑΚΗΣ ΝΕΟΛΑΙΑΣ (690, 1149, 878, 1162)
plaster-text: ΟΥΔΕΠΟΤΕ ΠΛΕΟΝ ΣΚΟΝΕΣ ΚΑΙ ΧΑΠΙΑ, ΜΟΝΟΝ ΤΑ ΓΝΗΣΙΑ „ΕΜΠΛΑΣΤΡΑ ΛΕΟΝΤΟΣ" Ἐὰν θέλετε νὰ κάμετε ῥιζικὴν θεραπείαν, μεταχειρισθῆτε τὰ γνήσια «Ἔμπλαστρα Λέοντος». Εἶναι τὸ ἱκανώτερον φάρμακον ὅλων τῶν ῥευματικῶν παθήσεων καὶ τῶν πόνων τοῦ στήθους, τῆς ῥάχεως καὶ ἄσθμα, ποὺ προέρχονται ἀπὸ κρυολογήματα ἢ ὑπερκόπωσιν. (1317, 1763, 1571, 1993)
ship-body (906, 929, 1302, 985)
dance-hall: ΑΙΘΟΥΣΑΙ ΔΗΜΟΤΙΚΗΣ ΣΧΟΛΗΣ ΚΑΛΑΜΑΡΙΑΣ (697, 1162, 871, 1185)
facts-h9: ΔΩΡΕΑΙ ΑΣΥΛΟΥ ΠΑΙΔΙΟΥ (1373, 735, 1529, 748)
plaster-l1: ΟΥΔΕΠΟΤΕ ΠΛΕΟΝ (1355, 1765, 1533, 1785)
econ-title: ΟΙΚΟΝΟΜΙΚΟΝ ΔΕΛΤΙΟΝ (36, 275, 226, 303)
plaster-ad (1190, 1752, 1582, 2142)
editor-label: ΑΡΧΙΣΥΝΤΑΚΤΗΣ (89, 136, 173, 146)
jurors-headline-2: ΔΙΑ ΤΟΝ ΠΡΟΣΕΧΗ ΜΗΝΑ ΜΑΡΤΙΟΝ (926, 99, 1282, 120)
ads-title: ΑΓΓΕΛΙΑΙ ΚΑΙ ΔΙΑΦΗΜΙΣΕΙΣ (57, 232, 205, 242)
